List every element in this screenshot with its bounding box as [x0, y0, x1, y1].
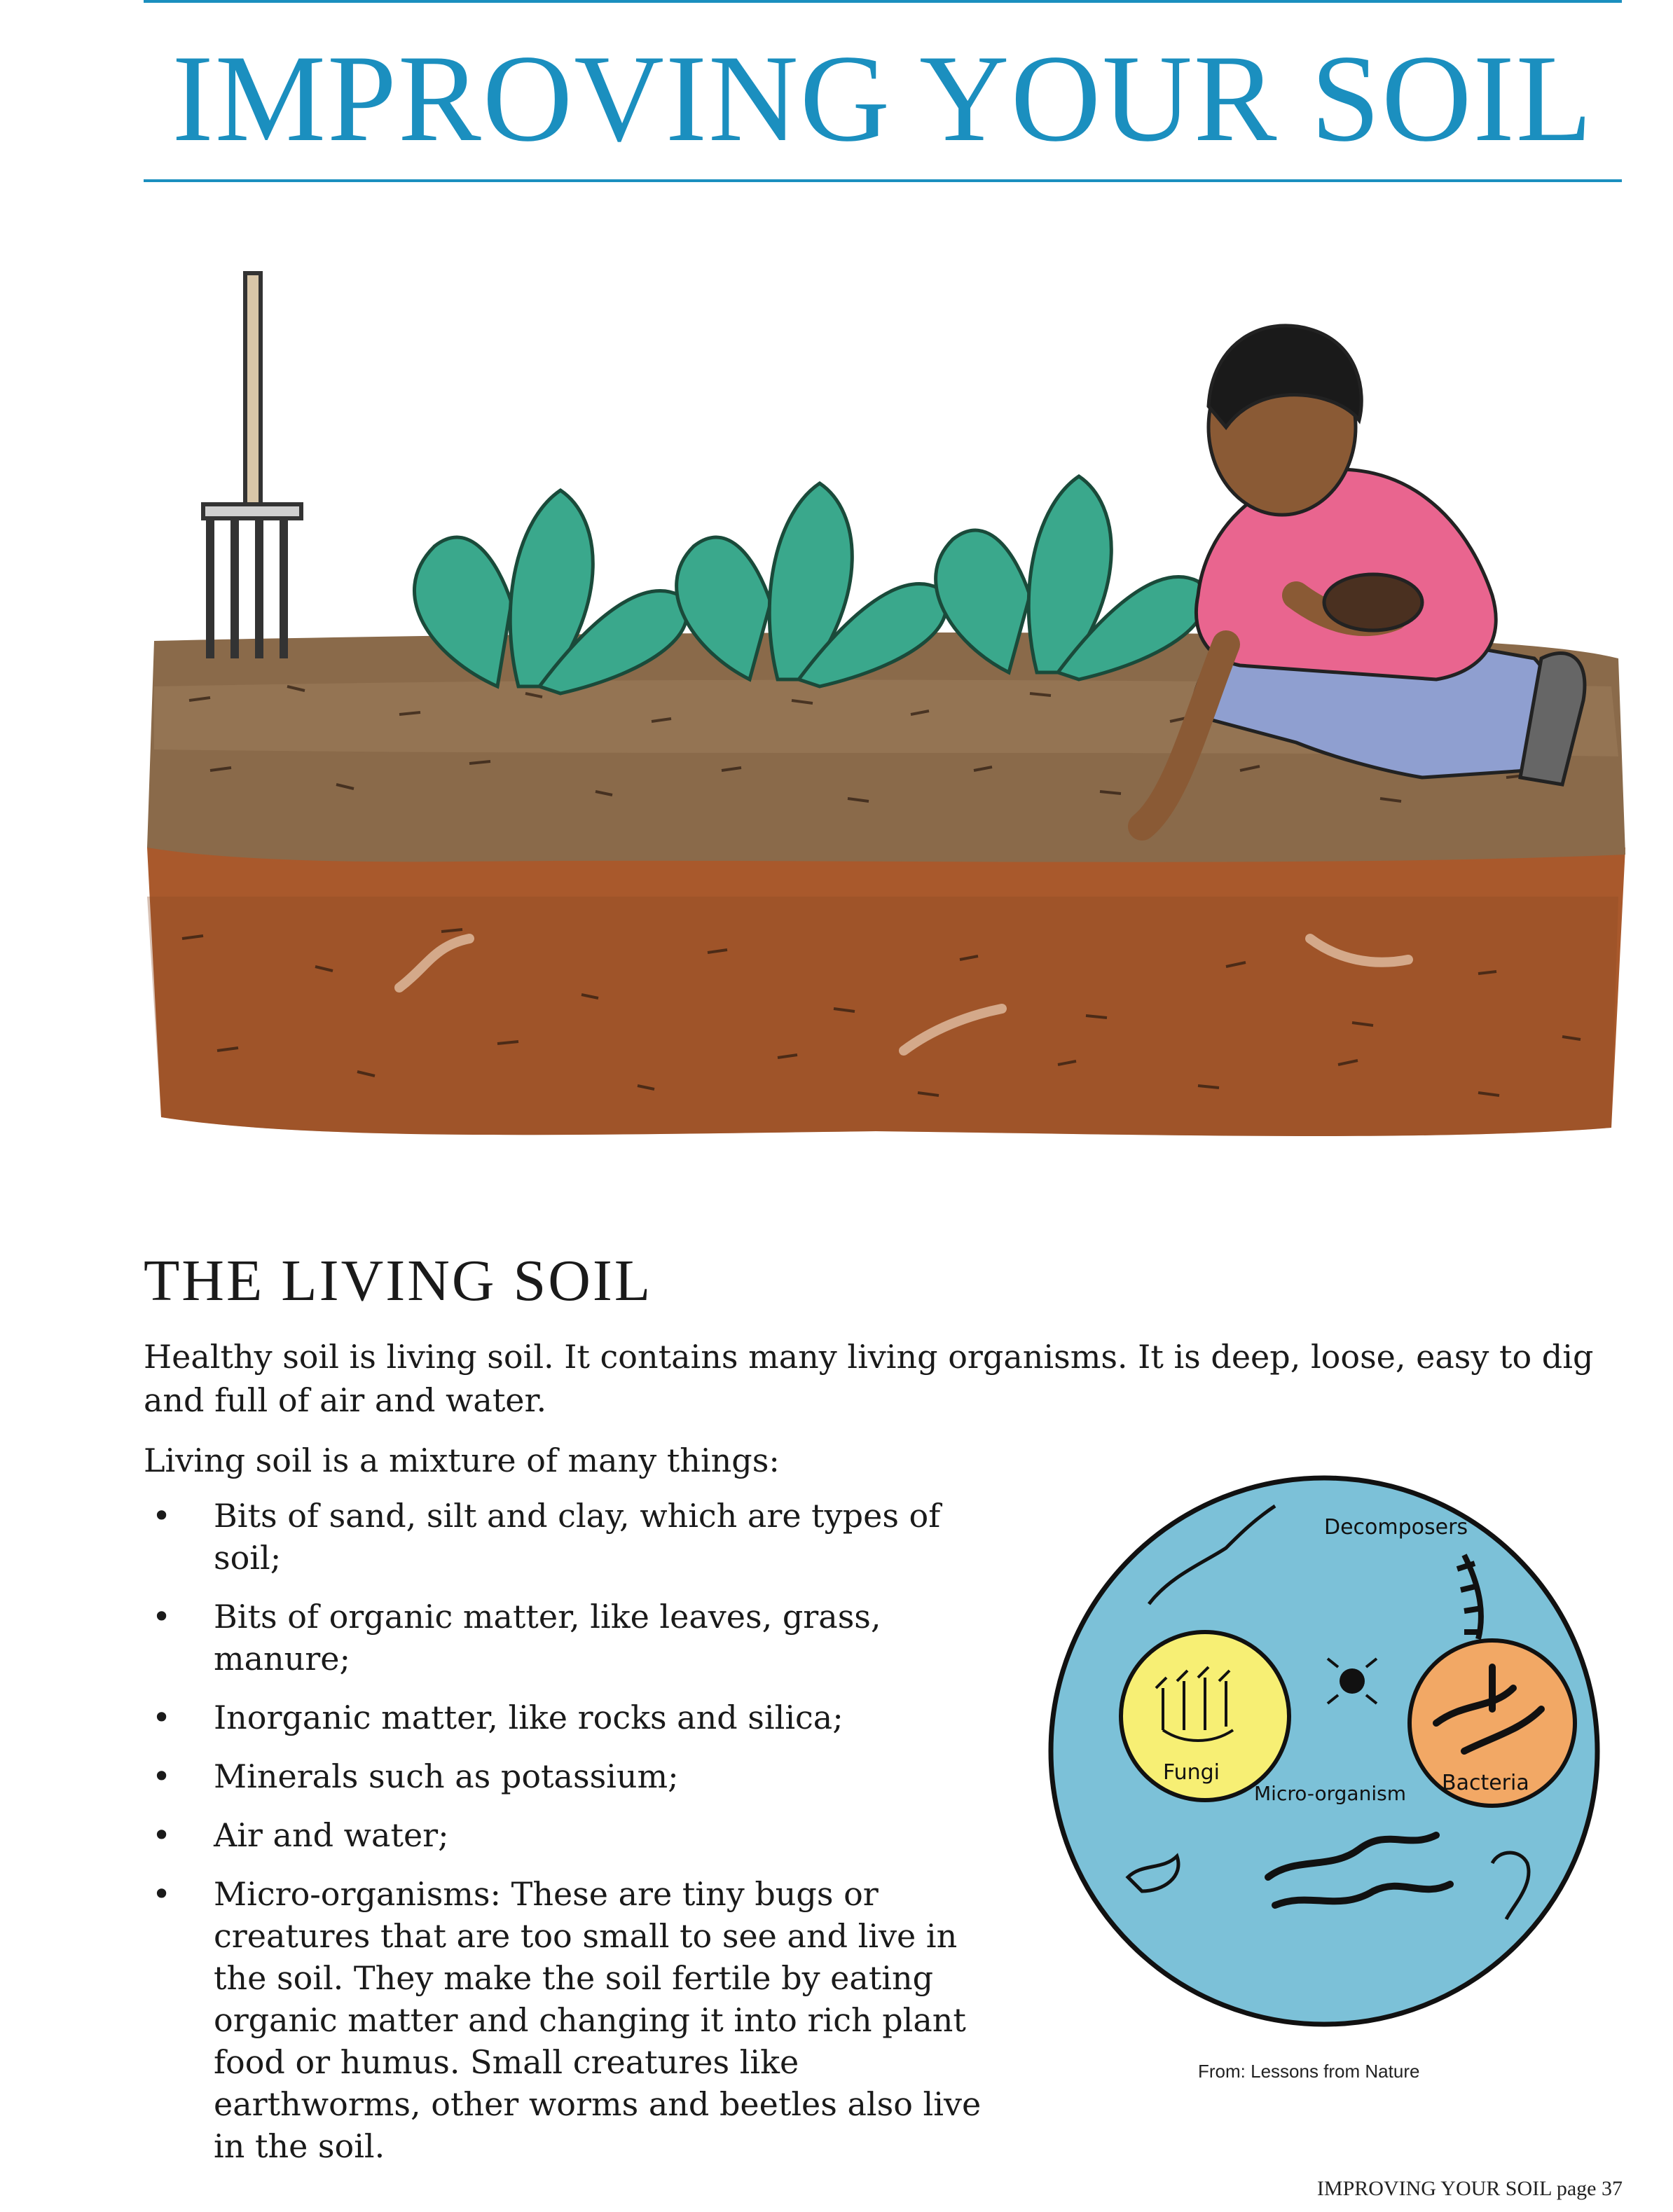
bacteria-label: Bacteria — [1442, 1771, 1529, 1795]
bullet: • — [152, 1497, 172, 1535]
list-item-text: Micro-organisms: These are tiny bugs or creatures that are too small to see and live in the soil. They make the soil fertile by eating organic matter and changing it into rich plant food or humus. Small creatures like earthworms, other worms and beetles also live in the soil. — [214, 1875, 982, 2165]
list-item — [144, 1495, 1005, 1579]
gardener-illustration — [105, 266, 1632, 1177]
page-footer: IMPROVING YOUR SOIL page 37 — [1316, 2177, 1623, 2200]
fungi-label: Fungi — [1163, 1760, 1220, 1785]
micro-organism-label: Micro-organism — [1254, 1782, 1406, 1805]
decomposers-label: Decomposers — [1324, 1515, 1468, 1540]
pitchfork — [203, 273, 301, 658]
list-item — [144, 1873, 1005, 2167]
plant-right — [936, 476, 1206, 679]
bullet: • — [152, 1757, 172, 1795]
figure-caption: From: Lessons from Nature — [1198, 2061, 1420, 2082]
soil-handful — [1324, 574, 1422, 630]
bullet: • — [152, 1816, 172, 1854]
list-item — [144, 1696, 1005, 1739]
list-item — [144, 1755, 1005, 1797]
plant-middle — [677, 483, 946, 686]
list-lead-in: Living soil is a mixture of many things: — [144, 1442, 780, 1479]
bullet: • — [152, 1875, 172, 1913]
list-item-text: Inorganic matter, like rocks and silica; — [214, 1699, 844, 1736]
bullet: • — [152, 1598, 172, 1636]
list-item — [144, 1814, 1005, 1856]
list-item-text: Bits of sand, silt and clay, which are types of soil; — [214, 1497, 941, 1577]
bullet: • — [152, 1699, 172, 1736]
top-rule — [144, 0, 1622, 3]
list-item-text: Bits of organic matter, like leaves, grass, manure; — [214, 1598, 881, 1678]
soil-contents-list — [144, 1495, 1005, 2184]
subsoil-shadow — [147, 897, 1618, 1136]
title-underline-rule — [144, 179, 1622, 182]
micro-organisms-diagram — [1044, 1457, 1604, 2052]
intro-paragraph: Healthy soil is living soil. It contains many living organisms. It is deep, loose, easy to dig and full of air and water. — [144, 1338, 1594, 1419]
section-heading: THE LIVING SOIL — [144, 1248, 653, 1313]
list-item-text: Minerals such as potassium; — [214, 1757, 679, 1795]
list-item — [144, 1596, 1005, 1680]
list-item-text: Air and water; — [214, 1816, 449, 1854]
page-title: IMPROVING YOUR SOIL — [172, 29, 1594, 167]
